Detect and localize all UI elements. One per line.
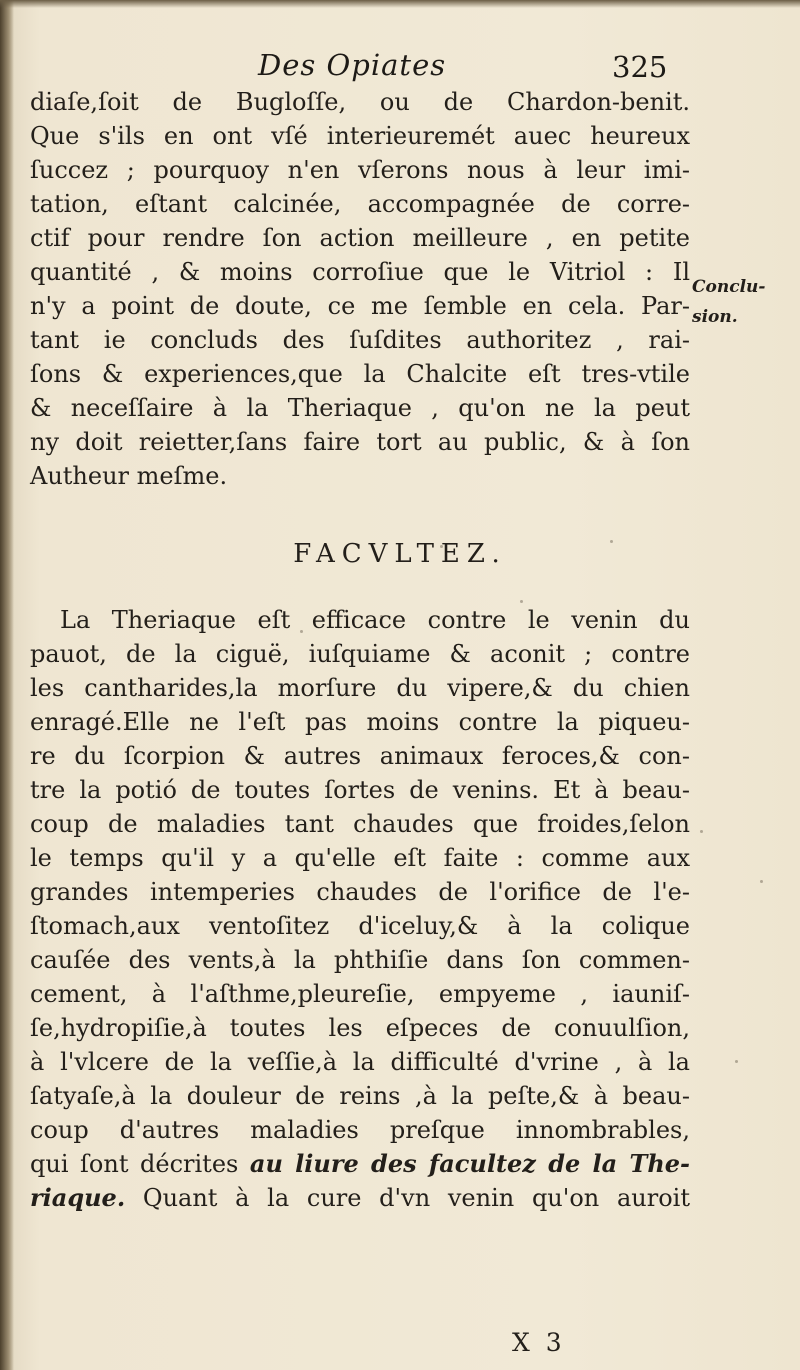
text-line: ſons & experiences,que la Chalcite eſt tres-vtile [30,360,690,388]
text-line: ny doit reietter,ſans faire tort au public, & à ſon [30,428,690,456]
margin-note-line: sion. [692,307,738,327]
text-fragment: qui ſont décrites [30,1150,250,1178]
text-line: pauot, de la ciguë, iuſquiame & aconit ; contre [30,640,690,668]
text-line: tation, eſtant calcinée, accompagnée de corre- [30,190,690,218]
text-line [30,1181,690,1215]
paragraph-before-heading [30,85,690,493]
italic-book-title-end: riaque. [30,1183,126,1212]
text-line: cauſée des vents,à la phthiſie dans ſon commen- [30,946,690,974]
text-line: Autheur meſme. [30,462,228,490]
margin-note [692,272,792,332]
text-line: Que s'ils en ont vſé interieuremét auec heureux [30,122,690,150]
text-line: ſe,hydropiſie,à toutes les eſpeces de conuulſion, [30,1014,690,1042]
signature-mark: X 3 [512,1328,566,1357]
text-line: cement, à l'aſthme,pleureſie, empyeme , iauniſ- [30,980,690,1008]
blank-space [30,581,690,603]
italic-book-title: au liure des facultez de la The- [249,1149,691,1178]
text-line: ſatyaſe,à la douleur de reins ,à la peſte,& à beau- [30,1082,690,1110]
text-body [30,85,690,1215]
text-line: ſtomach,aux ventoſitez d'iceluy,& à la colique [30,912,690,940]
text-line: enragé.Elle ne l'eſt pas moins contre la piqueu- [30,708,690,736]
paragraph-facultez [30,603,690,1215]
section-heading: FACVLTEZ. [293,539,507,569]
text-line: tre la potió de toutes ſortes de venins. Et à beau- [30,776,690,804]
text-line: quantité , & moins corroſiue que le Vitriol : Il [30,258,690,286]
text-line: re du ſcorpion & autres animaux feroces,& con- [30,742,690,770]
text-line: ſuccez ; pourquoy n'en vſerons nous à leur imi- [30,156,690,184]
running-head-title: Des Opiates [258,48,447,82]
top-edge-shadow [0,0,800,8]
text-line: n'y a point de doute, ce me ſemble en cela. Par- [30,292,690,320]
text-line: tant ie concluds des ſuſdites authoritez , rai- [30,326,690,354]
blank-space [30,493,690,527]
text-line: le temps qu'il y a qu'elle eſt faite : comme aux [30,844,690,872]
binding-shadow [0,0,14,1370]
text-line: diaſe,ſoit de Bugloſſe, ou de Chardon-benit. [30,88,690,116]
text-line: La Theriaque eſt efficace contre le venin du [60,606,690,634]
page-number: 325 [612,50,668,84]
text-line: ctif pour rendre ſon action meilleure , en petite [30,224,690,252]
text-line: grandes intemperies chaudes de l'orifice de l'e- [30,878,690,906]
text-line: à l'vlcere de la veſſie,à la difficulté d'vrine , à la [30,1048,690,1076]
text-line [30,1147,690,1181]
text-line: coup d'autres maladies preſque innombrables, [30,1116,690,1144]
margin-note-line: Conclu- [692,277,766,297]
text-line: & neceſſaire à la Theriaque , qu'on ne la peut [30,394,690,422]
text-line: les cantharides,la morſure du vipere,& du chien [30,674,690,702]
text-line: coup de maladies tant chaudes que froides,ſelon [30,810,690,838]
text-fragment: Quant à la cure d'vn venin qu'on auroit [125,1184,690,1212]
